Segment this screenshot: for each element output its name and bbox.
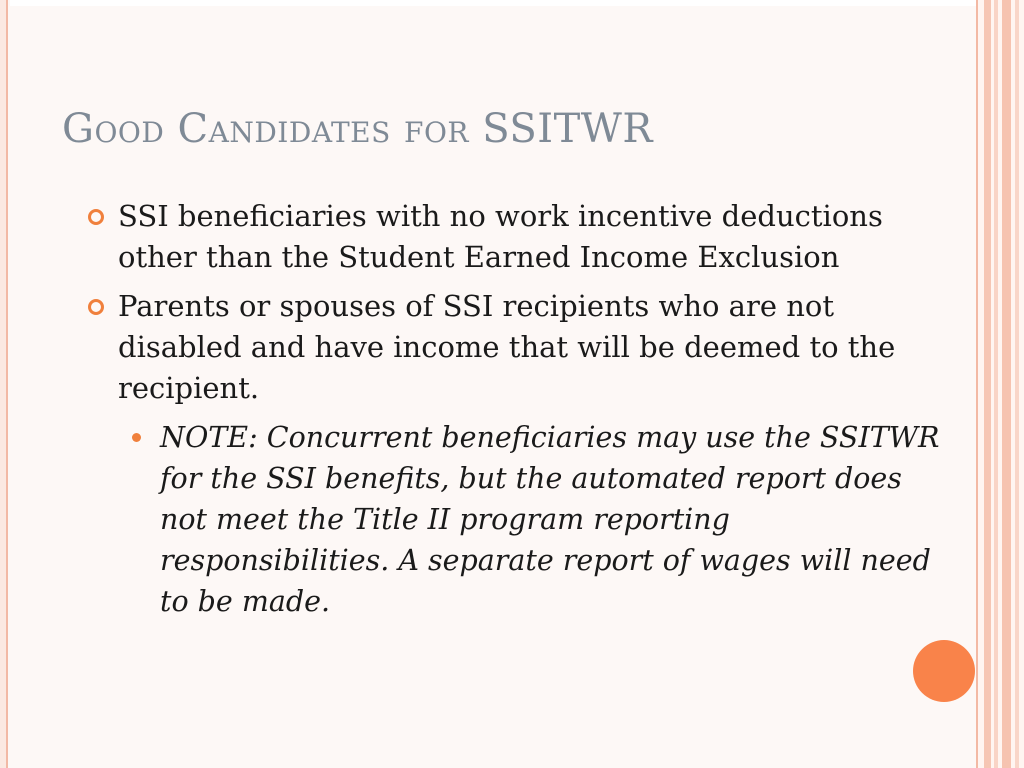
sub-bullet-item [118, 417, 948, 622]
circle-decoration [913, 640, 975, 702]
left-border-decoration [0, 0, 8, 768]
stripe-decoration [1002, 0, 1011, 768]
bullet-item [88, 286, 948, 409]
stripe-decoration [984, 0, 991, 768]
stripe-decoration [994, 0, 998, 768]
ring-bullet-icon [88, 299, 104, 315]
dot-bullet-icon [132, 433, 141, 442]
slide-content [88, 196, 948, 622]
stripe-decoration [1015, 0, 1019, 768]
bullet-item [88, 196, 948, 278]
sub-bullet-text: NOTE: Concurrent beneficiaries may use the SSITWR for the SSI benefits, but the automated report does not meet the Title II program reporting responsibilities. A separate report of wages will need to be made. [160, 421, 940, 618]
stripe-decoration [976, 0, 978, 768]
top-band-decoration [10, 0, 976, 6]
bullet-text: Parents or spouses of SSI recipients who are not disabled and have income that will be deemed to the recipient. [118, 289, 896, 405]
slide-title: Good Candidates for SSITWR [62, 106, 654, 152]
ring-bullet-icon [88, 209, 104, 225]
bullet-text: SSI beneficiaries with no work incentive deductions other than the Student Earned Income Exclusion [118, 199, 883, 274]
